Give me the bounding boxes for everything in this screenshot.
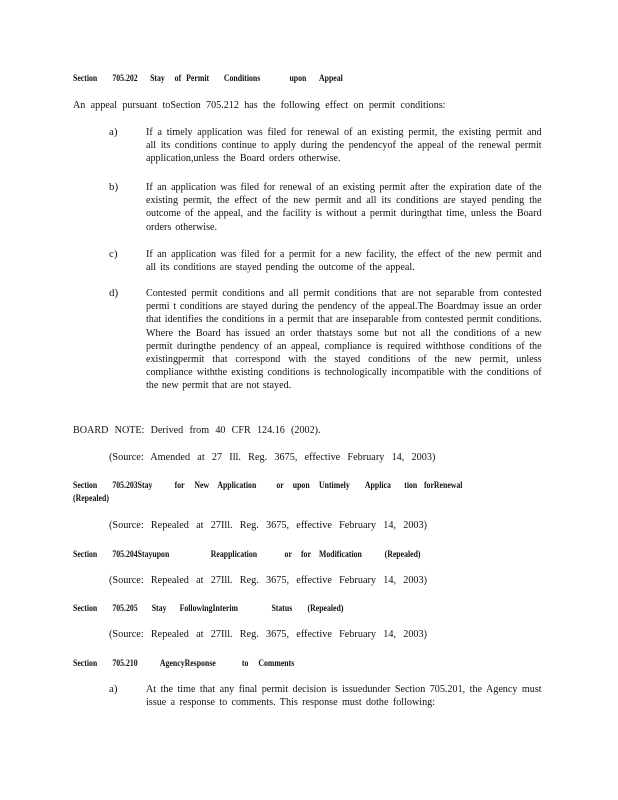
heading-word: for [174, 481, 185, 491]
item-text: At the time that any final permit decision is issuedunder Section 705.201, the Agency must issue a response to comments. This response must dothe following: [146, 683, 542, 709]
heading-word: Appeal [319, 74, 343, 84]
source-note: (Source: Repealed at 27Ill. Reg. 3675, effective February 14, 2003) [109, 574, 428, 586]
source-note: (Source: Repealed at 27Ill. Reg. 3675, effective February 14, 2003) [109, 628, 428, 640]
item-label: a) [109, 683, 118, 695]
heading-word: or [276, 481, 284, 491]
heading-word: upon [289, 74, 307, 84]
section-705-202-heading [73, 74, 343, 85]
heading-word: Section [73, 74, 98, 84]
heading-word: Comments [258, 659, 295, 669]
item-text: If an application was filed for a permit for a new facility, the effect of the new permit and all its conditions are stayed pending the outcome of the appeal. [146, 248, 542, 274]
heading-word: tion [404, 481, 418, 491]
item-text: If a timely application was filed for renewal of an existing permit, the existing permit and all its conditions continue to apply during the pendencyof the appeal of the renewal permit application,unless the Board orders otherwise. [146, 126, 542, 165]
heading-word: New [194, 481, 210, 491]
heading-word: Conditions [223, 74, 261, 84]
item-text: Contested permit conditions and all permit conditions that are not separable from contested permi t conditions are stayed during the pendency of the appeal.The Boardmay issue an order that identifies the conditions in a permit that are inseparable from contested permit conditions. Where the Board has issued an order thatstays some but not all the conditions of a new permit duringthe pendency of an appeal, compliance is required withthose conditions of the existingpermit that correspond with the stayed conditions of the new permit, unless compliance withthe existing conditions is technologically incompatible with the conditions of the new permit that are not stayed. [146, 287, 542, 392]
heading-word: upon [292, 481, 310, 491]
heading-word: for [300, 550, 311, 560]
heading-word: 705.202 [112, 74, 138, 84]
heading-word: forRenewal [423, 481, 463, 491]
board-note: BOARD NOTE: Derived from 40 CFR 124.16 (2002). [73, 424, 321, 436]
section-705-205-heading [73, 604, 343, 615]
section-705-203-heading [73, 481, 462, 492]
heading-word: Reapplication [210, 550, 258, 560]
item-label: a) [109, 126, 118, 138]
heading-word: or [284, 550, 292, 560]
heading-word: Section [73, 481, 98, 491]
heading-word: 705.205 [112, 604, 138, 614]
item-label: d) [109, 287, 119, 299]
section-705-202-intro: An appeal pursuant toSection 705.212 has the following effect on permit conditions: [73, 99, 446, 111]
heading-word: Status [271, 604, 293, 614]
heading-word: FollowingInterim [179, 604, 239, 614]
heading-word: Permit [186, 74, 210, 84]
heading-word: Stay [151, 604, 167, 614]
heading-word: Untimely [319, 481, 350, 491]
heading-word: Stay [150, 74, 165, 84]
item-label: c) [109, 248, 118, 260]
heading-word: (Repealed) [384, 550, 421, 560]
item-label: b) [109, 181, 119, 193]
source-note: (Source: Repealed at 27Ill. Reg. 3675, effective February 14, 2003) [109, 519, 428, 531]
heading-word: Section [73, 604, 98, 614]
source-note: (Source: Amended at 27 Ill. Reg. 3675, effective February 14, 2003) [109, 451, 436, 463]
heading-word: Applica [364, 481, 391, 491]
heading-word: 705.203Stay [112, 481, 153, 491]
heading-word: AgencyResponse [159, 659, 216, 669]
section-705-204-heading [73, 550, 421, 561]
heading-word: 705.210 [112, 659, 138, 669]
heading-word: Section [73, 550, 98, 560]
item-text: If an application was filed for renewal of an existing permit after the expiration date of the existing permit, the effect of the new permit and all its conditions are stayed pending the outcome of the appeal, and the facility is without a permit duringthat time, unless the Board orders otherwise. [146, 181, 542, 233]
section-705-210-heading [73, 659, 294, 670]
heading-word: (Repealed) [307, 604, 344, 614]
heading-word: to [241, 659, 249, 669]
heading-word: Section [73, 659, 98, 669]
heading-word: Modification [319, 550, 362, 560]
section-705-203-heading-line2: (Repealed) [73, 494, 109, 504]
heading-word: of [174, 74, 182, 84]
heading-word: 705.204Stayupon [112, 550, 170, 560]
heading-word: Application [217, 481, 257, 491]
